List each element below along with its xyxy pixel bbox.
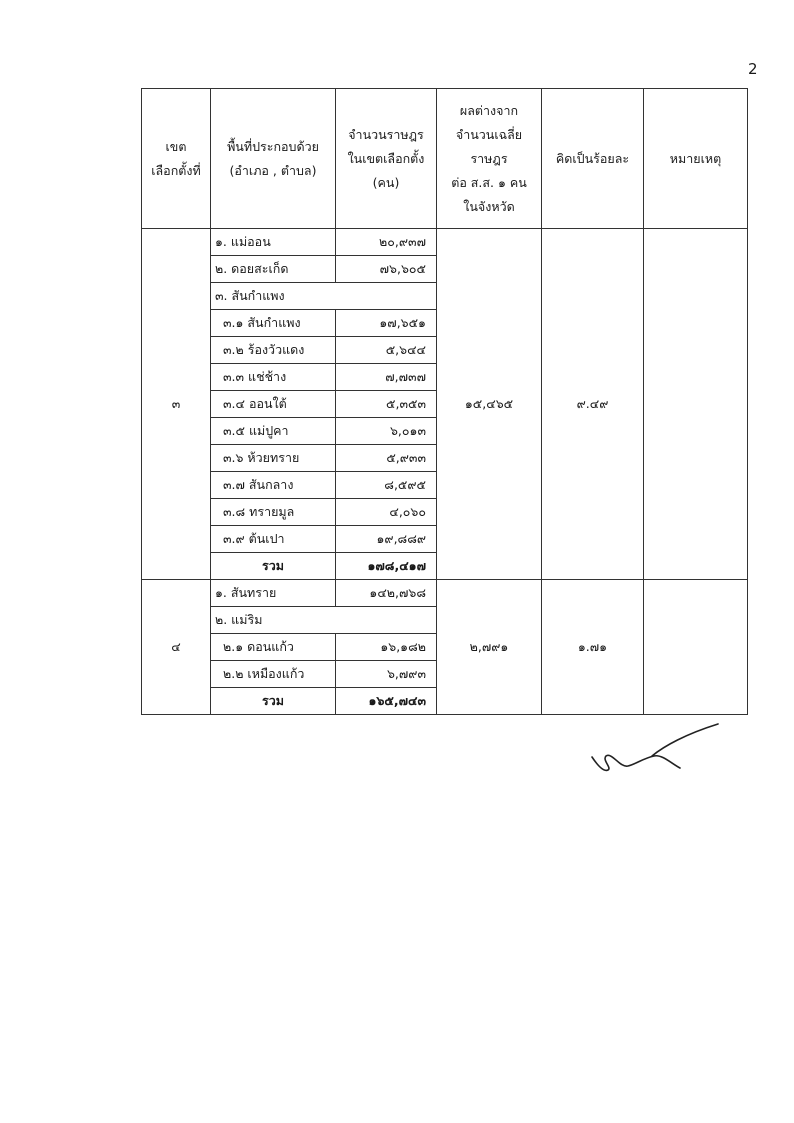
subarea-name: ๓.๕ แม่ปูคา: [211, 418, 336, 445]
area-name: ๑. แม่ออน: [211, 229, 336, 256]
area-group-name: ๒. แม่ริม: [211, 607, 437, 634]
subarea-name: ๓.๔ ออนใต้: [211, 391, 336, 418]
header-difference: ผลต่างจาก จำนวนเฉลี่ย ราษฎร ต่อ ส.ส. ๑ คน ในจังหวัด: [437, 89, 542, 229]
district-number: ๔: [142, 580, 211, 715]
header-district: เขต เลือกตั้งที่: [142, 89, 211, 229]
population-value: ๑๖,๑๘๒: [336, 634, 437, 661]
difference-value: ๑๕,๔๖๕: [437, 229, 542, 580]
header-percent: คิดเป็นร้อยละ: [542, 89, 644, 229]
table-row: [142, 229, 748, 256]
percent-value: ๑.๗๑: [542, 580, 644, 715]
header-population: จำนวนราษฎร ในเขตเลือกตั้ง (คน): [336, 89, 437, 229]
difference-value: ๒,๗๙๑: [437, 580, 542, 715]
percent-value: ๙.๔๙: [542, 229, 644, 580]
population-value: ๑๗,๖๕๑: [336, 310, 437, 337]
population-value: ๕,๖๔๔: [336, 337, 437, 364]
population-value: ๑๙,๘๘๙: [336, 526, 437, 553]
note-cell: [644, 229, 748, 580]
subarea-name: ๒.๑ ดอนแก้ว: [211, 634, 336, 661]
population-value: ๔,๐๖๐: [336, 499, 437, 526]
subarea-name: ๒.๒ เหมืองแก้ว: [211, 661, 336, 688]
population-value: ๗,๗๓๗: [336, 364, 437, 391]
population-value: ๗๖,๖๐๕: [336, 256, 437, 283]
header-row: [142, 89, 748, 229]
area-group-name: ๓. สันกำแพง: [211, 283, 437, 310]
header-note: หมายเหตุ: [644, 89, 748, 229]
population-value: ๕,๙๓๓: [336, 445, 437, 472]
population-value: ๒๐,๙๓๗: [336, 229, 437, 256]
population-value: ๖,๐๑๓: [336, 418, 437, 445]
subarea-name: ๓.๓ แช่ช้าง: [211, 364, 336, 391]
signature: [582, 722, 722, 782]
table-row: [142, 580, 748, 607]
subarea-name: ๓.๙ ต้นเปา: [211, 526, 336, 553]
population-value: ๕,๓๕๓: [336, 391, 437, 418]
population-value: ๑๔๒,๗๖๘: [336, 580, 437, 607]
subarea-name: ๓.๗ สันกลาง: [211, 472, 336, 499]
subarea-name: ๓.๘ ทรายมูล: [211, 499, 336, 526]
subarea-name: ๓.๒ ร้องวัวแดง: [211, 337, 336, 364]
header-area: พื้นที่ประกอบด้วย (อำเภอ , ตำบล): [211, 89, 336, 229]
note-cell: [644, 580, 748, 715]
total-label: รวม: [211, 553, 336, 580]
population-value: ๖,๗๙๓: [336, 661, 437, 688]
area-name: ๒. ดอยสะเก็ด: [211, 256, 336, 283]
total-value: ๑๗๘,๔๑๗: [336, 553, 437, 580]
subarea-name: ๓.๖ ห้วยทราย: [211, 445, 336, 472]
district-population-table: [141, 88, 748, 715]
page-number: 2: [748, 60, 758, 78]
subarea-name: ๓.๑ สันกำแพง: [211, 310, 336, 337]
total-value: ๑๖๕,๗๔๓: [336, 688, 437, 715]
population-value: ๘,๕๙๕: [336, 472, 437, 499]
area-name: ๑. สันทราย: [211, 580, 336, 607]
district-number: ๓: [142, 229, 211, 580]
total-label: รวม: [211, 688, 336, 715]
